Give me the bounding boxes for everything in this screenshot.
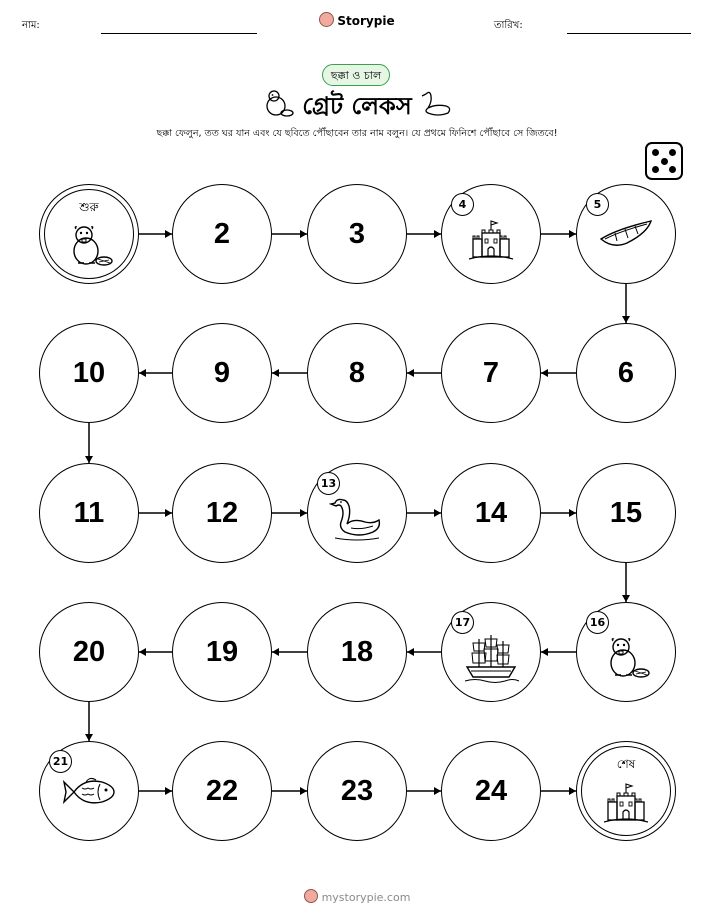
sandcastle-icon xyxy=(463,215,519,265)
path-arrow xyxy=(541,230,576,238)
cell-number: 10 xyxy=(72,356,106,389)
board-cell-6 xyxy=(576,323,676,423)
path-arrow xyxy=(272,787,307,795)
path-arrow xyxy=(139,787,172,795)
beaver-icon xyxy=(64,221,114,269)
ship-icon xyxy=(461,633,521,685)
path-arrow xyxy=(541,509,576,517)
cell-number: 19 xyxy=(205,635,239,668)
name-label: নাম: xyxy=(22,20,40,31)
board-cell-13 xyxy=(307,463,407,563)
fish-icon xyxy=(60,772,118,812)
board-cell-16 xyxy=(576,602,676,702)
board-cell-21 xyxy=(39,741,139,841)
cell-number: 2 xyxy=(213,217,231,250)
cell-number: 12 xyxy=(205,496,239,529)
board-cell-15 xyxy=(576,463,676,563)
ship-icon xyxy=(461,633,521,689)
canoe-icon xyxy=(597,215,655,255)
path-arrow xyxy=(139,509,172,517)
path-arrow xyxy=(541,648,576,656)
start-label: শুরু xyxy=(79,200,99,214)
cell-number: 7 xyxy=(482,356,500,389)
path-arrow xyxy=(272,648,307,656)
board-cell-4 xyxy=(441,184,541,284)
storypie-logo-icon xyxy=(304,889,318,903)
path-arrow xyxy=(139,369,172,377)
cell-number: 23 xyxy=(340,774,374,807)
beaver-icon xyxy=(601,633,651,681)
board-cell-3 xyxy=(307,184,407,284)
cell-number: 9 xyxy=(213,356,231,389)
sandcastle-icon xyxy=(463,215,519,269)
swan-icon xyxy=(329,494,385,544)
board-cell-12 xyxy=(172,463,272,563)
brand-name: Storypie xyxy=(337,14,395,28)
canoe-icon xyxy=(597,215,655,259)
cell-number-badge: 4 xyxy=(451,193,474,216)
cell-number: 8 xyxy=(348,356,366,389)
cell-number-badge: 21 xyxy=(49,750,72,773)
path-arrow xyxy=(272,230,307,238)
fish-icon xyxy=(60,772,118,816)
path-arrow xyxy=(407,648,441,656)
path-arrow xyxy=(272,509,307,517)
cell-number: 18 xyxy=(340,635,374,668)
cell-number: 22 xyxy=(205,774,239,807)
beaver-icon xyxy=(64,221,114,273)
footer-url: mystorypie.com xyxy=(321,891,411,904)
board-cell-19 xyxy=(172,602,272,702)
cell-number: 24 xyxy=(474,774,508,807)
sandcastle-icon xyxy=(598,778,654,828)
page-title: গ্রেট লেকস xyxy=(302,92,412,120)
cell-number-badge: 16 xyxy=(586,611,609,634)
path-arrow xyxy=(541,787,576,795)
path-arrow xyxy=(85,423,93,463)
board-cell-11 xyxy=(39,463,139,563)
beaver-icon xyxy=(601,633,651,685)
board-cell-18 xyxy=(307,602,407,702)
path-arrow xyxy=(272,369,307,377)
board-cell-20 xyxy=(39,602,139,702)
board-cell-finish xyxy=(576,741,676,841)
cell-number: 14 xyxy=(474,496,508,529)
cell-number: 3 xyxy=(348,217,366,250)
path-arrow xyxy=(541,369,576,377)
board-cell-23 xyxy=(307,741,407,841)
board-cell-24 xyxy=(441,741,541,841)
swan-icon xyxy=(329,494,385,548)
board-cell-2 xyxy=(172,184,272,284)
path-arrow xyxy=(407,509,441,517)
game-type-badge: ছক্কা ও চাল xyxy=(322,64,390,86)
cell-number: 15 xyxy=(609,496,643,529)
sandcastle-icon xyxy=(598,778,654,832)
cell-number: 6 xyxy=(617,356,635,389)
finish-label: শেষ xyxy=(616,757,636,771)
path-arrow xyxy=(622,284,630,323)
board-cell-22 xyxy=(172,741,272,841)
cell-number: 11 xyxy=(73,496,105,529)
date-label: তারিখ: xyxy=(494,20,523,31)
path-arrow xyxy=(139,230,172,238)
cell-number-badge: 17 xyxy=(451,611,474,634)
board-cell-7 xyxy=(441,323,541,423)
board-cell-14 xyxy=(441,463,541,563)
board-cell-17 xyxy=(441,602,541,702)
board-cell-5 xyxy=(576,184,676,284)
instructions: ছক্কা ফেলুন, তত ঘর যান এবং যে ছবিতে পৌঁছাবেন তার নাম বলুন। যে প্রথমে ফিনিশে পৌঁছাবে সে জিতবে! xyxy=(156,128,558,139)
path-arrow xyxy=(139,648,172,656)
cell-number-badge: 5 xyxy=(586,193,609,216)
path-arrow xyxy=(407,369,441,377)
path-arrow xyxy=(85,702,93,741)
board-cell-10 xyxy=(39,323,139,423)
path-arrow xyxy=(407,787,441,795)
cell-number: 20 xyxy=(72,635,106,668)
footer xyxy=(0,889,714,904)
board-cell-8 xyxy=(307,323,407,423)
cell-number-badge: 13 xyxy=(317,472,340,495)
board-cell-start xyxy=(39,184,139,284)
path-arrow xyxy=(407,230,441,238)
path-arrow xyxy=(622,563,630,602)
board-cell-9 xyxy=(172,323,272,423)
